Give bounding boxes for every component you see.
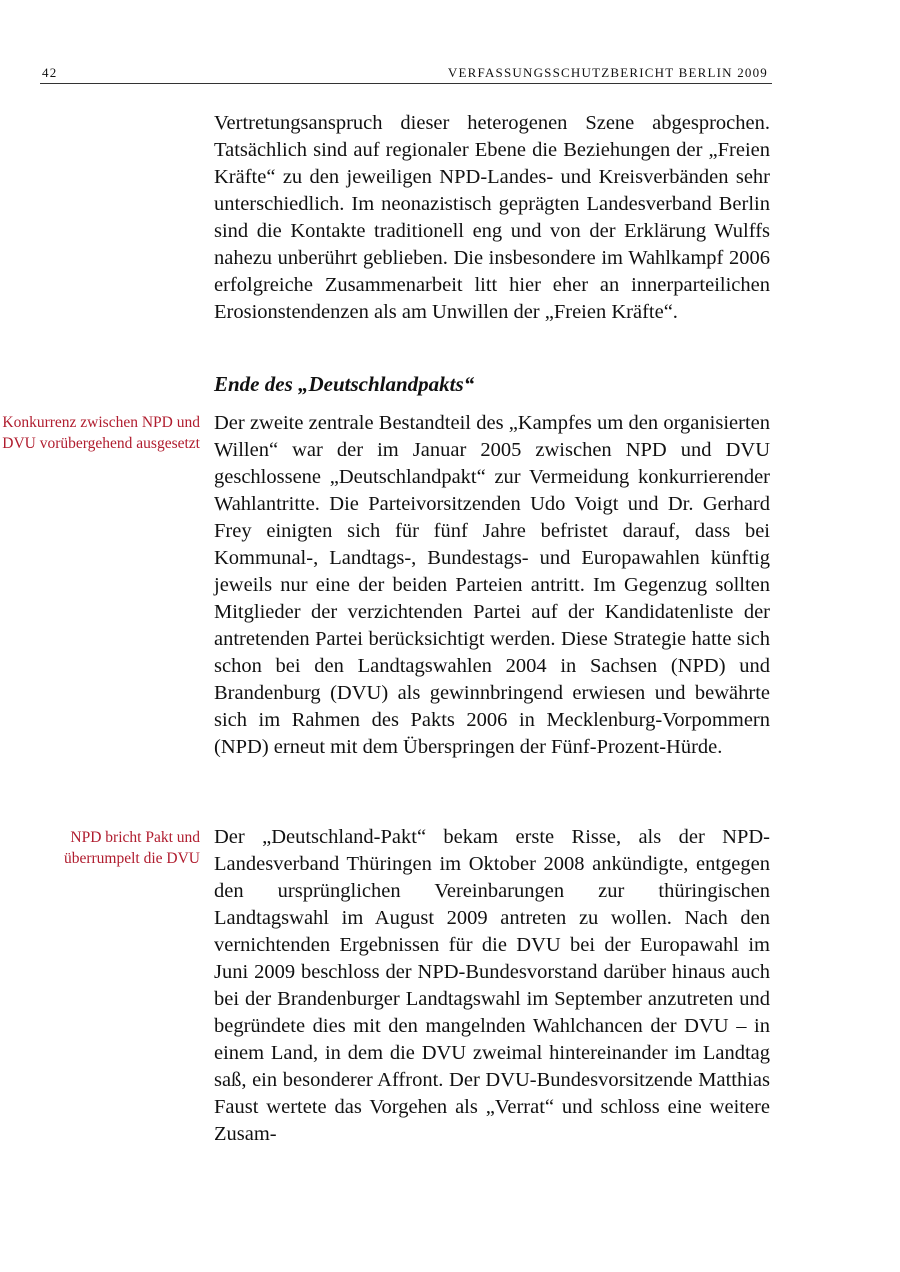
page-header (40, 63, 772, 84)
paragraph-3 (214, 824, 770, 1148)
margin-note-2: NPD bricht Pakt und überrumpelt die DVU (63, 829, 200, 867)
margin-note-1: Konkurrenz zwischen NPD und DVU vorübergehend ausgesetzt (2, 414, 200, 452)
section-heading: Ende des „Deutschlandpakts“ (214, 372, 475, 396)
paragraph-1 (214, 110, 770, 326)
paragraph-3-text: Der „Deutschland-Pakt“ bekam erste Risse, als der NPD-Landesverband Thüringen im Oktober 2008 ankündigte, entgegen den ursprünglichen Vereinbarungen zur thüringischen Landtagswahl im August 2009 antreten zu wollen. Nach den vernichtenden Ergebnissen für die DVU bei der Europawahl im Juni 2009 beschloss der NPD-Bundesvorstand darüber hinaus auch bei der Brandenburger Landtagswahl im September anzutreten und begründete dies mit den mangelnden Wahlchancen der DVU – in einem Land, in dem die DVU zweimal hintereinander im Landtag saß, ein besonderer Affront. Der DVU-Bundesvorsitzende Matthias Faust wertete das Vorgehen als „Verrat“ und schloss eine weitere Zusam- (214, 826, 770, 1145)
paragraph-1-text: Vertretungsanspruch dieser heterogenen Szene abgesprochen. Tatsächlich sind auf regionaler Ebene die Beziehungen der „Freien Kräfte“ zu den jeweiligen NPD-Landes- und Kreisverbänden sehr unterschiedlich. Im neonazistisch geprägten Landesverband Berlin sind die Kontakte traditionell eng und von der Erklärung Wulffs nahezu unberührt geblieben. Die insbesondere im Wahlkampf 2006 erfolgreiche Zusammenarbeit litt hier eher an innerparteilichen Erosionstendenzen als am Unwillen der „Freien Kräfte“. (214, 112, 770, 323)
page-number: 42 (42, 65, 58, 80)
paragraph-2 (214, 410, 770, 761)
paragraph-2-text: Der zweite zentrale Bestandteil des „Kampfes um den organisierten Willen“ war der im Januar 2005 zwischen NPD und DVU geschlossene „Deutschlandpakt“ zur Vermeidung konkurrierender Wahlantritte. Die Parteivorsitzenden Udo Voigt und Dr. Gerhard Frey einigten sich für fünf Jahre befristet darauf, dass bei Kommunal-, Landtags-, Bundestags- und Europawahlen künftig jeweils nur eine der beiden Parteien antritt. Im Gegenzug sollten Mitglieder der verzichtenden Partei auf der Kandidatenliste der antretenden Partei berücksichtigt werden. Diese Strategie hatte sich schon bei den Landtagswahlen 2004 in Sachsen (NPD) und Brandenburg (DVU) als gewinnbringend erwiesen und bewährte sich im Rahmen des Pakts 2006 in Mecklenburg-Vorpommern (NPD) erneut mit dem Überspringen der Fünf-Prozent-Hürde. (214, 412, 770, 758)
running-head: VERFASSUNGSSCHUTZBERICHT BERLIN 2009 (447, 65, 768, 80)
